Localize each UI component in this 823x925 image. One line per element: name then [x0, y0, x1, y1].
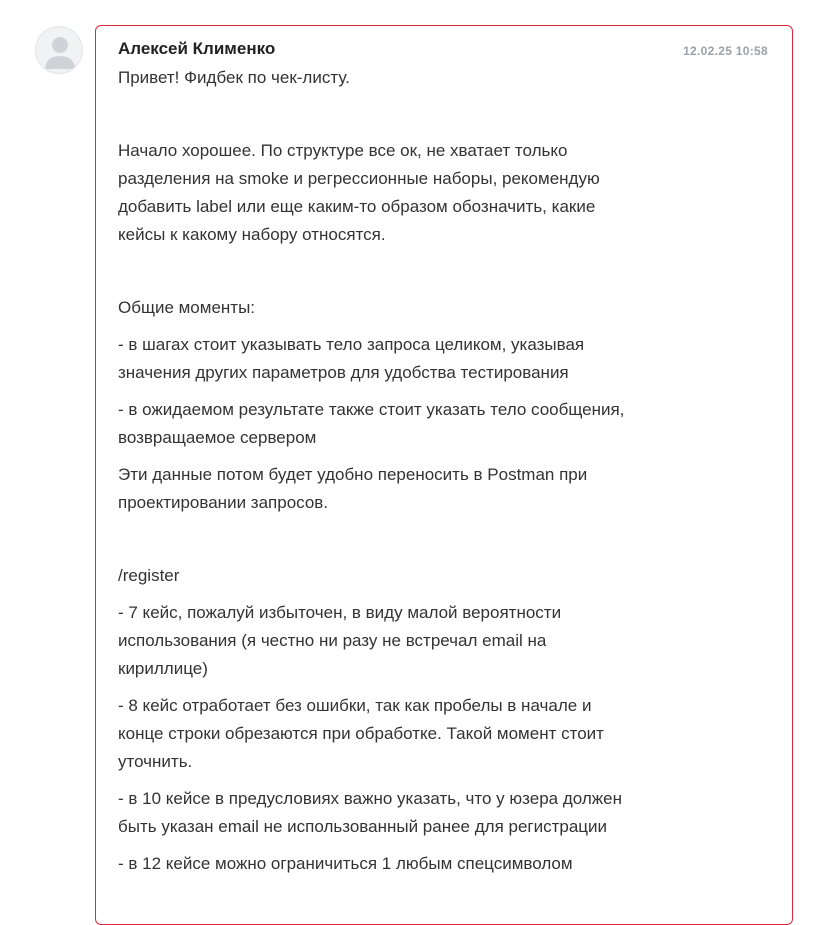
comment-card	[95, 25, 793, 925]
text-line: быть указан email не использованный ранее для регистрации	[118, 817, 608, 836]
paragraph-greeting	[118, 64, 778, 92]
comment-author[interactable]: Алексей Клименко	[118, 39, 276, 58]
text-line: Начало хорошее. По структуре все ок, не хватает только	[118, 141, 568, 160]
text-line: конце строки обрезаются при обработке. Такой момент стоит	[118, 724, 604, 743]
text-line: Эти данные потом будет удобно переносить в Postman при	[118, 465, 588, 484]
paragraph-register-2	[118, 692, 778, 776]
paragraph-register-title	[118, 562, 778, 590]
text-line: - в шагах стоит указывать тело запроса целиком, указывая	[118, 335, 585, 354]
comment-timestamp: 12.02.25 10:58	[683, 44, 768, 58]
text-line: /register	[118, 566, 180, 585]
text-line: разделения на smoke и регрессионные наборы, рекомендую	[118, 169, 600, 188]
blank-line	[118, 101, 778, 137]
text-line: уточнить.	[118, 752, 193, 771]
text-line: - 7 кейс, пожалуй избыточен, в виду малой вероятности	[118, 603, 562, 622]
paragraph-general-2	[118, 396, 778, 452]
user-silhouette-icon	[36, 27, 83, 74]
text-line: Привет! Фидбек по чек-листу.	[118, 68, 350, 87]
text-line: - в 12 кейсе можно ограничиться 1 любым спецсимволом	[118, 854, 573, 873]
text-line: кейсы к какому набору относятся.	[118, 225, 386, 244]
text-line: значения других параметров для удобства тестирования	[118, 363, 569, 382]
text-line: проектировании запросов.	[118, 493, 329, 512]
blank-line	[118, 258, 778, 294]
user-avatar[interactable]	[35, 26, 83, 74]
paragraph-intro	[118, 137, 778, 249]
paragraph-register-1	[118, 599, 778, 683]
paragraph-general-3	[118, 461, 778, 517]
paragraph-general-1	[118, 331, 778, 387]
text-line: Общие моменты:	[118, 298, 256, 317]
paragraph-register-4	[118, 850, 778, 878]
text-line: добавить label или еще каким-то образом обозначить, какие	[118, 197, 596, 216]
text-line: - в ожидаемом результате также стоит указать тело сообщения,	[118, 400, 625, 419]
text-line: кириллице)	[118, 659, 208, 678]
blank-line	[118, 526, 778, 562]
paragraph-register-3	[118, 785, 778, 841]
text-line: возвращаемое сервером	[118, 428, 317, 447]
text-line: - в 10 кейсе в предусловиях важно указать, что у юзера должен	[118, 789, 622, 808]
paragraph-general-title	[118, 294, 778, 322]
text-line: использования (я честно ни разу не встречал email на	[118, 631, 547, 650]
comment-body	[118, 64, 778, 887]
text-line: - 8 кейс отработает без ошибки, так как пробелы в начале и	[118, 696, 592, 715]
